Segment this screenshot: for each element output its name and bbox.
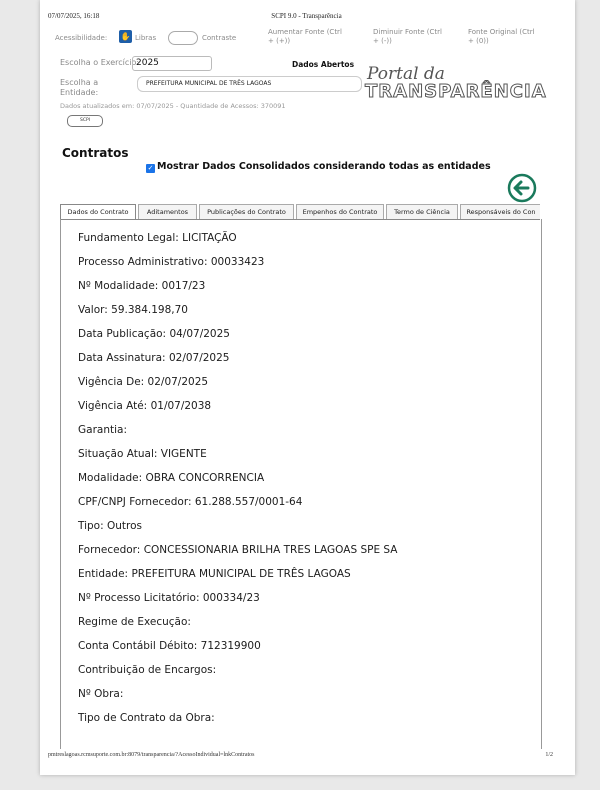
accessibility-label: Acessibilidade: [55, 34, 108, 42]
data-updated-info: Dados atualizados em: 07/07/2025 - Quantidade de Acessos: 370091 [60, 102, 286, 110]
field-label: Fundamento Legal: [78, 232, 179, 244]
field-data-publicacao [78, 328, 230, 340]
field-label: Fornecedor: [78, 544, 141, 556]
scpi-logo: SCPI [67, 115, 103, 127]
field-value: 59.384.198,70 [111, 304, 188, 316]
increase-font-line1: Aumentar Fonte (Ctrl [268, 28, 342, 36]
field-vigencia-ate [78, 400, 211, 412]
libras-icon[interactable]: ✋ [120, 32, 131, 41]
field-contribuicao-encargos [78, 664, 216, 676]
tab-responsaveis[interactable]: Responsáveis do Con [460, 204, 540, 219]
field-value: 712319900 [200, 640, 261, 652]
tab-bar [60, 204, 540, 220]
field-label: Entidade: [78, 568, 129, 580]
tab-publicacoes[interactable]: Publicações do Contrato [199, 204, 294, 219]
back-arrow-icon[interactable] [507, 173, 537, 203]
field-processo-licitatorio [78, 592, 260, 604]
logo-line1: Portal da [367, 64, 445, 84]
libras-link[interactable]: Libras [135, 34, 157, 42]
decrease-font-line2: + (-)) [373, 37, 392, 45]
tab-dados-do-contrato[interactable]: Dados do Contrato [60, 204, 136, 220]
field-fundamento-legal [78, 232, 237, 244]
field-label: Modalidade: [78, 472, 143, 484]
original-font-button[interactable] [468, 28, 535, 46]
tab-empenhos[interactable]: Empenhos do Contrato [296, 204, 384, 219]
field-label: Situação Atual: [78, 448, 158, 460]
field-value: PREFEITURA MUNICIPAL DE TRÊS LAGOAS [131, 568, 351, 580]
exercise-select[interactable]: 2025 [132, 56, 212, 71]
field-value: 02/07/2025 [147, 376, 209, 388]
field-value: 00033423 [210, 256, 265, 268]
field-tipo-contrato-obra [78, 712, 215, 724]
field-data-assinatura [78, 352, 229, 364]
field-numero-obra [78, 688, 123, 700]
increase-font-button[interactable] [268, 28, 342, 46]
field-label: Data Publicação: [78, 328, 167, 340]
field-cpf-cnpj-fornecedor [78, 496, 302, 508]
field-numero-modalidade [78, 280, 205, 292]
field-value: VIGENTE [160, 448, 207, 460]
contrast-label: Contraste [202, 34, 237, 42]
field-label: Tipo de Contrato da Obra: [78, 712, 215, 724]
consolidated-label: Mostrar Dados Consolidados considerando todas as entidades [157, 161, 491, 172]
field-label: Vigência Até: [78, 400, 148, 412]
print-title: SCPI 9.0 - Transparência [271, 12, 342, 20]
field-value: 02/07/2025 [168, 352, 230, 364]
original-font-line2: + (0)) [468, 37, 489, 45]
field-valor [78, 304, 188, 316]
original-font-line1: Fonte Original (Ctrl [468, 28, 535, 36]
field-label: Tipo: [78, 520, 104, 532]
footer-url: pmtreslagoas.rcmsuporte.com.br:8079/transparencia/?AcessoIndividual=lnkContratos [48, 752, 255, 758]
print-datetime: 07/07/2025, 16:18 [48, 12, 100, 20]
field-label: Regime de Execução: [78, 616, 191, 628]
field-label: CPF/CNPJ Fornecedor: [78, 496, 192, 508]
decrease-font-button[interactable] [373, 28, 442, 46]
consolidated-checkbox[interactable] [146, 161, 491, 173]
field-situacao-atual [78, 448, 207, 460]
entity-label-line1: Escolha a [60, 78, 99, 87]
exercise-label: Escolha o Exercício: [60, 58, 140, 67]
field-conta-contabil-debito [78, 640, 261, 652]
field-label: Data Assinatura: [78, 352, 166, 364]
field-value: LICITAÇÃO [182, 232, 237, 244]
field-value: 01/07/2038 [150, 400, 212, 412]
tab-aditamentos[interactable]: Aditamentos [138, 204, 197, 219]
field-value: OBRA CONCORRENCIA [145, 472, 265, 484]
field-processo-administrativo [78, 256, 264, 268]
entity-label [60, 78, 98, 98]
decrease-font-line1: Diminuir Fonte (Ctrl [373, 28, 442, 36]
field-label: Garantia: [78, 424, 127, 436]
field-label: Nº Modalidade: [78, 280, 159, 292]
field-entidade [78, 568, 351, 580]
portal-logo [365, 64, 547, 102]
field-modalidade [78, 472, 264, 484]
field-value: 61.288.557/0001-64 [194, 496, 303, 508]
page-title: Contratos [62, 146, 129, 160]
field-value: 000334/23 [202, 592, 260, 604]
field-garantia [78, 424, 127, 436]
field-regime-execucao [78, 616, 191, 628]
field-value: 04/07/2025 [169, 328, 230, 340]
checkbox-checked-icon[interactable]: ✓ [147, 164, 154, 172]
field-label: Processo Administrativo: [78, 256, 208, 268]
field-label: Valor: [78, 304, 108, 316]
entity-label-line2: Entidade: [60, 88, 99, 97]
field-value: 0017/23 [161, 280, 206, 292]
field-value: Outros [106, 520, 143, 532]
exercise-row [60, 58, 159, 68]
field-label: Vigência De: [78, 376, 145, 388]
field-label: Contribuição de Encargos: [78, 664, 217, 676]
tab-termo-de-ciencia[interactable]: Termo de Ciência [386, 204, 458, 219]
entity-select[interactable]: PREFEITURA MUNICIPAL DE TRÊS LAGOAS [137, 76, 362, 92]
contract-details [60, 219, 542, 749]
field-label: Nº Obra: [78, 688, 124, 700]
printed-page [40, 0, 575, 775]
field-vigencia-de [78, 376, 208, 388]
field-tipo [78, 520, 142, 532]
field-value: CONCESSIONARIA BRILHA TRES LAGOAS SPE SA [143, 544, 398, 556]
increase-font-line2: + (+)) [268, 37, 291, 45]
contrast-toggle[interactable] [168, 31, 198, 45]
field-label: Conta Contábil Débito: [78, 640, 198, 652]
logo-line2: TRANSPARÊNCIA [365, 81, 547, 102]
page-number: 1/2 [545, 752, 553, 758]
field-fornecedor [78, 544, 397, 556]
print-footer [48, 752, 565, 758]
field-label: Nº Processo Licitatório: [78, 592, 200, 604]
open-data-link[interactable]: Dados Abertos [292, 60, 355, 69]
accessibility-bar [55, 28, 575, 50]
